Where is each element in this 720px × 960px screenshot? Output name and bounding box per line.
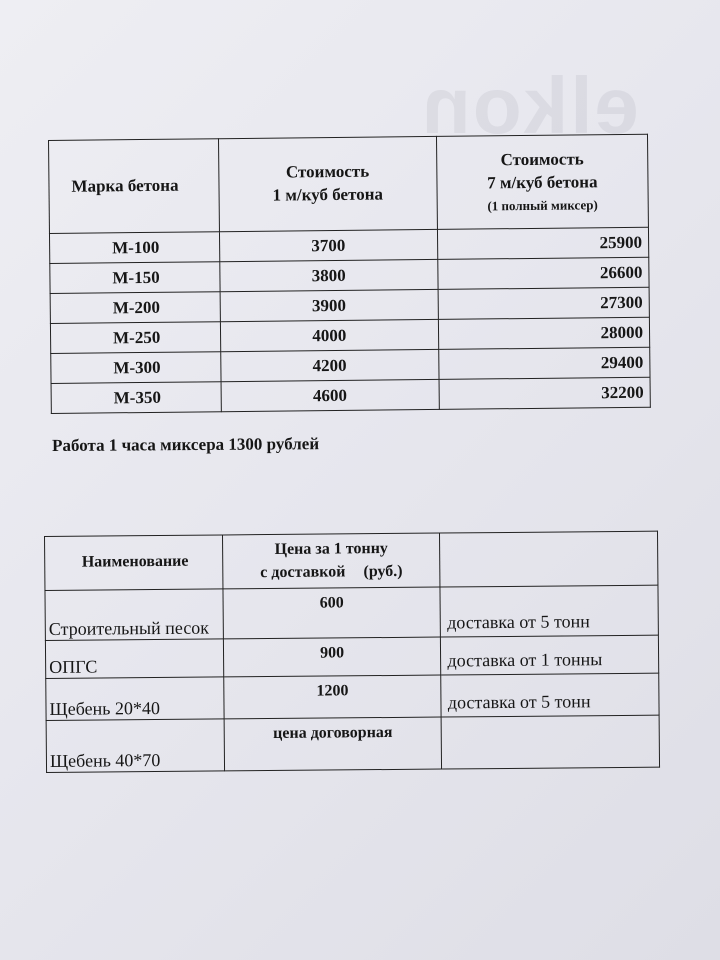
material-price-cell: 900 xyxy=(223,637,441,677)
header-price-unit: (руб.) xyxy=(363,562,403,580)
price-7m3-cell: 26600 xyxy=(438,257,650,289)
grade-cell: М-100 xyxy=(49,232,219,264)
material-name-cell: Щебень 40*70 xyxy=(46,719,224,773)
material-name-cell: Щебень 20*40 xyxy=(46,677,224,721)
header-price-7m3-line1: Стоимость xyxy=(500,149,584,170)
header-delivery-note xyxy=(440,531,658,587)
header-price-1m3-line2: 1 м/куб бетона xyxy=(272,184,384,205)
price-1m3-cell: 3700 xyxy=(219,229,437,261)
header-price-1m3-line1: Стоимость xyxy=(285,161,370,182)
grade-cell: М-350 xyxy=(51,382,221,414)
price-1m3-cell: 4000 xyxy=(220,319,438,351)
table-header-row xyxy=(45,531,658,590)
grade-cell: М-250 xyxy=(50,322,220,354)
header-price-per-ton xyxy=(222,533,440,589)
delivery-note-cell: доставка от 5 тонн xyxy=(441,673,659,717)
header-price-line1: Цена за 1 тонну xyxy=(274,540,388,559)
header-price-1m3 xyxy=(218,136,437,231)
table-row xyxy=(45,585,658,640)
bleed-through-watermark: elkon xyxy=(420,61,639,150)
table-header-row xyxy=(49,134,649,233)
header-name: Наименование xyxy=(45,535,223,591)
table-row xyxy=(46,673,659,720)
header-price-with-delivery: с доставкой xyxy=(260,562,346,581)
grade-cell: М-300 xyxy=(51,352,221,384)
material-price-cell: цена договорная xyxy=(224,717,442,771)
price-7m3-cell: 25900 xyxy=(437,227,649,259)
price-7m3-cell: 29400 xyxy=(438,347,650,379)
header-full-mixer-note: (1 полный миксер) xyxy=(487,197,598,214)
grade-cell: М-200 xyxy=(50,292,220,324)
price-1m3-cell: 3800 xyxy=(219,259,437,291)
price-1m3-cell: 4600 xyxy=(221,379,439,411)
grade-cell: М-150 xyxy=(50,262,220,294)
header-price-line2 xyxy=(223,560,440,584)
price-7m3-cell: 32200 xyxy=(439,377,651,409)
delivery-note-cell xyxy=(442,715,660,769)
delivery-note-cell: доставка от 1 тонны xyxy=(441,635,659,675)
material-price-cell: 600 xyxy=(223,587,441,639)
price-1m3-cell: 4200 xyxy=(220,349,438,381)
table-row xyxy=(45,635,658,678)
material-name-cell: ОПГС xyxy=(45,639,223,679)
header-concrete-grade: Марка бетона xyxy=(49,139,220,234)
price-7m3-cell: 28000 xyxy=(438,317,650,349)
delivery-note-cell: доставка от 5 тонн xyxy=(440,585,658,637)
concrete-price-table xyxy=(48,134,651,414)
header-price-7m3 xyxy=(436,134,648,229)
mixer-hourly-rate-note: Работа 1 часа миксера 1300 рублей xyxy=(52,434,320,455)
materials-price-table xyxy=(44,531,660,773)
table-row xyxy=(46,715,659,772)
material-name-cell: Строительный песок xyxy=(45,589,223,641)
price-7m3-cell: 27300 xyxy=(438,287,650,319)
material-price-cell: 1200 xyxy=(224,675,442,719)
price-1m3-cell: 3900 xyxy=(220,289,438,321)
header-price-7m3-line2: 7 м/куб бетона xyxy=(487,172,598,193)
table-row xyxy=(51,377,650,413)
